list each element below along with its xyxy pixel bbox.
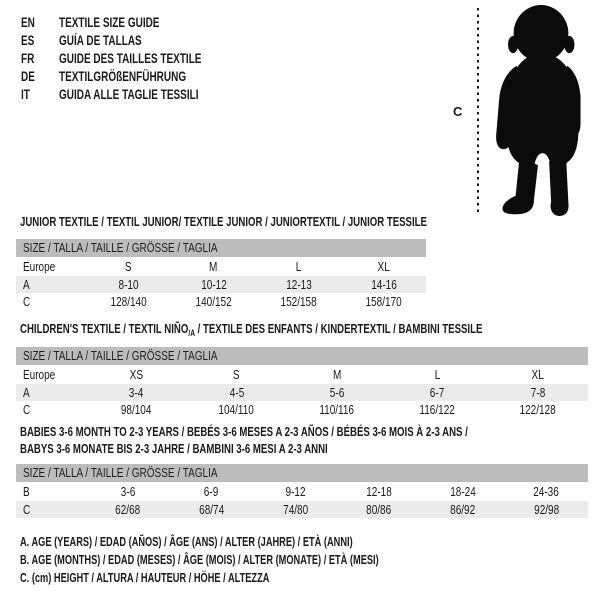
height-cell: 140/152 <box>195 294 232 309</box>
height-cell: 122/128 <box>519 402 556 417</box>
height-cell: 74/80 <box>282 502 308 517</box>
age-cell: 12-13 <box>285 277 312 292</box>
row-label: A <box>23 385 30 400</box>
lang-row-es <box>21 31 252 49</box>
table-row <box>16 293 426 310</box>
age-cell: 10-12 <box>200 277 227 292</box>
age-cell: 5-6 <box>329 385 345 400</box>
size-cell: L <box>295 259 302 274</box>
size-cell: S <box>125 259 132 274</box>
lang-code: IT <box>21 86 30 102</box>
babies-section-title <box>20 423 600 457</box>
lang-code: EN <box>21 14 35 30</box>
size-cell: M <box>332 367 342 382</box>
lang-row-en <box>21 13 252 31</box>
junior-size-table <box>16 239 426 310</box>
table-row <box>16 401 588 418</box>
age-cell: 3-6 <box>120 484 136 499</box>
language-heading-list <box>21 13 252 103</box>
height-cell: 62/68 <box>115 502 141 517</box>
lang-row-de <box>21 67 252 85</box>
title-subscript: /A <box>188 328 195 338</box>
row-label: A <box>23 277 30 292</box>
age-cell: 3-4 <box>128 385 144 400</box>
height-cell: 110/116 <box>319 402 355 417</box>
table-row <box>16 276 426 293</box>
age-cell: 9-12 <box>285 484 306 499</box>
height-cell: 80/86 <box>366 502 392 517</box>
height-cell: 128/140 <box>110 294 147 309</box>
junior-section-title: JUNIOR TEXTILE / TEXTIL JUNIOR/ TEXTILE JUNIOR / JUNIORTEXTIL / JUNIOR TESSILE <box>20 214 427 229</box>
junior-table-size-header: SIZE / TALLA / TAILLE / GRÖSSE / TAGLIA <box>16 239 426 257</box>
row-label: C <box>23 294 31 309</box>
size-cell: M <box>209 259 218 274</box>
babies-table-size-header: SIZE / TALLA / TAILLE / GRÖSSE / TAGLIA <box>16 464 588 482</box>
lang-label: GUÍA DE TALLAS <box>59 32 142 48</box>
lang-label: GUIDE DES TAILLES TEXTILE <box>59 50 202 66</box>
lang-code: FR <box>21 50 35 66</box>
babies-size-table <box>16 464 588 518</box>
lang-label: TEXTILE SIZE GUIDE <box>59 14 160 30</box>
row-label: C <box>23 502 31 517</box>
lang-row-it <box>21 85 252 103</box>
lang-label: TEXTILGRÖßENFÜHRUNG <box>59 68 187 84</box>
row-label: C <box>23 402 31 417</box>
size-cell: S <box>233 367 240 382</box>
size-cell: XL <box>377 259 390 274</box>
legend-notes <box>20 535 505 589</box>
table-row <box>16 365 588 384</box>
lang-code: ES <box>21 32 35 48</box>
babies-title-line1: BABIES 3-6 MONTH TO 2-3 YEARS / BEBÉS 3-6 MESES A 2-3 AÑOS / BÉBÉS 3-6 MOIS À 2-3 ANS / <box>20 424 468 439</box>
age-cell: 4-5 <box>229 385 244 400</box>
size-cell: XL <box>531 367 544 382</box>
note-age-months: B. AGE (MONTHS) / EDAD (MESES) / ÂGE (MOIS) / ALTER (MONATE) / ETÀ (MESI) <box>20 553 379 567</box>
height-cell: 152/158 <box>280 294 317 309</box>
height-measure-dotted-line <box>477 8 479 213</box>
table-row <box>16 384 588 401</box>
note-age-years: A. AGE (YEARS) / EDAD (AÑOS) / ÂGE (ANS) / ALTER (JAHRE) / ETÀ (ANNI) <box>20 535 353 549</box>
height-cell: 116/122 <box>419 402 456 417</box>
age-cell: 8-10 <box>118 277 139 292</box>
lang-row-fr <box>21 49 252 67</box>
lang-code: DE <box>21 68 35 84</box>
size-cell: L <box>434 367 441 382</box>
row-label: B <box>23 484 30 499</box>
age-cell: 6-7 <box>430 385 445 400</box>
height-cell: 104/110 <box>218 402 255 417</box>
age-cell: 12-18 <box>366 484 392 499</box>
size-cell: XS <box>129 367 143 382</box>
row-label: Europe <box>23 367 56 382</box>
table-row <box>16 257 426 276</box>
age-cell: 18-24 <box>449 484 476 499</box>
age-cell: 24-36 <box>533 484 559 499</box>
age-cell: 14-16 <box>370 277 397 292</box>
height-cell: 158/170 <box>365 294 402 309</box>
height-measure-label: C <box>453 104 463 119</box>
row-label: Europe <box>23 259 56 274</box>
age-cell: 7-8 <box>530 385 546 400</box>
table-row <box>16 501 588 518</box>
babies-title-line2: BABYS 3-6 MONATE BIS 2-3 JAHRE / BAMBINI 3-6 MESI A 2-3 ANNI <box>20 441 328 456</box>
note-height-cm: C. (cm) HEIGHT / ALTURA / HAUTEUR / HÖHE / ALTEZZA <box>20 571 270 585</box>
height-cell: 86/92 <box>449 502 475 517</box>
height-cell: 92/98 <box>533 502 559 517</box>
children-table-size-header: SIZE / TALLA / TAILLE / GRÖSSE / TAGLIA <box>16 347 588 365</box>
height-cell: 68/74 <box>198 502 224 517</box>
table-row <box>16 482 588 501</box>
children-section-title: CHILDREN'S TEXTILE / TEXTIL $NIÑO_{/A}$ / TEXTILE DES ENFANTS / KINDERTEXTIL / BAMBINI TESSILE <box>20 321 483 338</box>
lang-label: GUIDA ALLE TAGLIE TESSILI <box>59 86 199 102</box>
children-size-table <box>16 347 588 418</box>
height-cell: 98/104 <box>120 402 152 417</box>
toddler-silhouette-image <box>486 3 598 218</box>
age-cell: 6-9 <box>204 484 219 499</box>
